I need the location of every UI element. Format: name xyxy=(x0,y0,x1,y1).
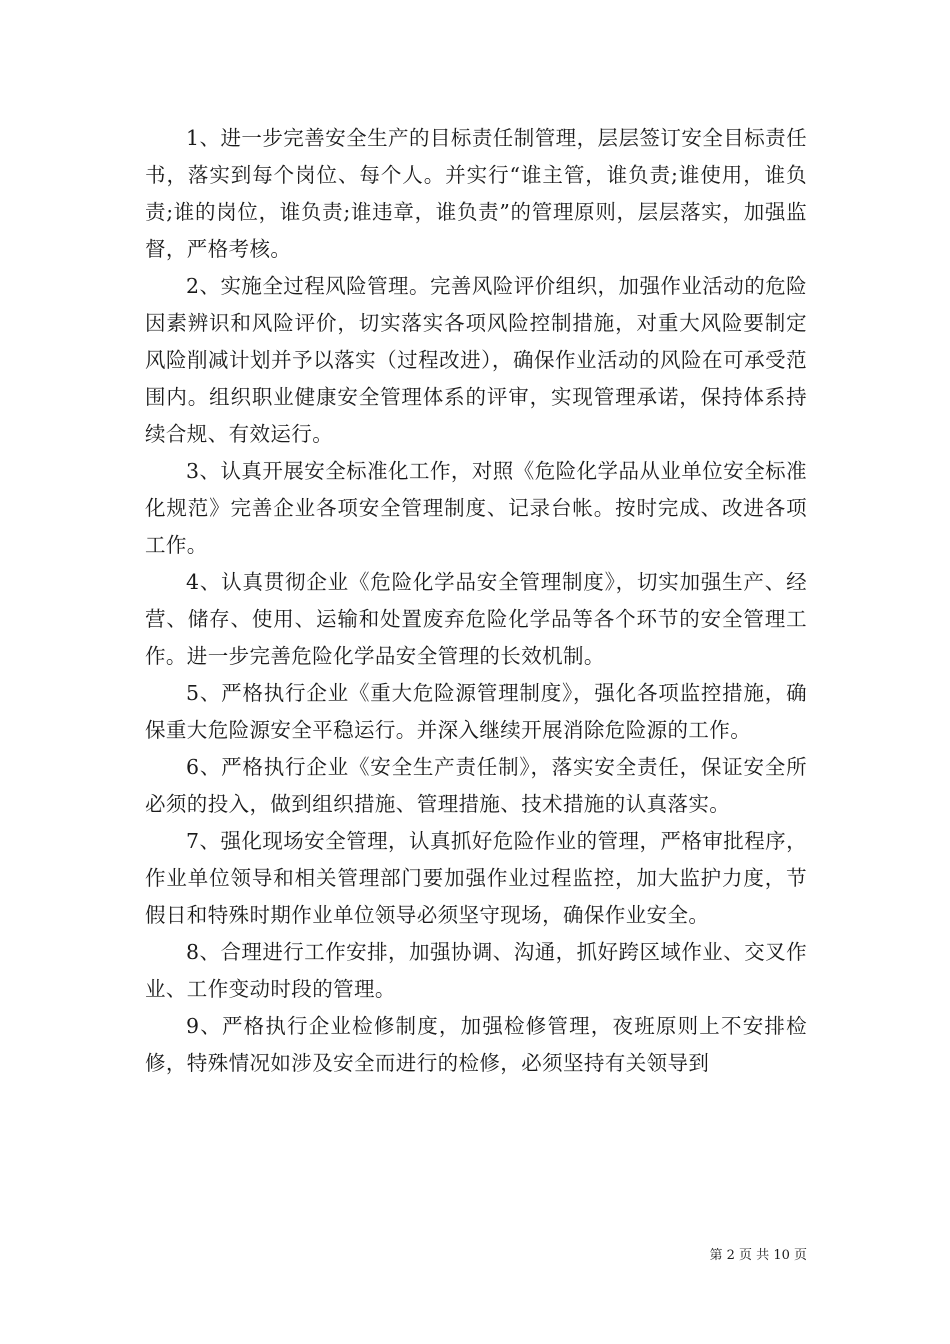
paragraph-item-3: 3、认真开展安全标准化工作，对照《危险化学品从业单位安全标准化规范》完善企业各项安全管理制度、记录台帐。按时完成、改进各项工作。 xyxy=(145,459,807,557)
paragraph-item-6: 6、严格执行企业《安全生产责任制》，落实安全责任，保证安全所必须的投入，做到组织措施、管理措施、技术措施的认真落实。 xyxy=(145,755,807,816)
page-number-footer: 第 2 页 共 10 页 xyxy=(709,1248,807,1263)
paragraph-item-2: 2、实施全过程风险管理。完善风险评价组织，加强作业活动的危险因素辨识和风险评价，切实落实各项风险控制措施，对重大风险要制定风险削减计划并予以落实（过程改进），确保作业活动的风险在可承受范围内。组织职业健康安全管理体系的评审，实现管理承诺，保持体系持续合规、有效运行。 xyxy=(145,274,807,446)
paragraph-item-8: 8、合理进行工作安排，加强协调、沟通，抓好跨区域作业、交叉作业、工作变动时段的管理。 xyxy=(145,940,807,1001)
document-body xyxy=(145,120,807,1082)
paragraph-item-9: 9、严格执行企业检修制度，加强检修管理，夜班原则上不安排检修，特殊情况如涉及安全而进行的检修，必须坚持有关领导到 xyxy=(145,1014,807,1075)
paragraph-item-5: 5、严格执行企业《重大危险源管理制度》，强化各项监控措施，确保重大危险源安全平稳运行。并深入继续开展消除危险源的工作。 xyxy=(145,681,807,742)
paragraph-item-1: 1、进一步完善安全生产的目标责任制管理，层层签订安全目标责任书，落实到每个岗位、每个人。并实行“谁主管，谁负责;谁使用，谁负责;谁的岗位，谁负责;谁违章，谁负责”的管理原则，层层落实，加强监督，严格考核。 xyxy=(145,126,807,261)
paragraph-item-4: 4、认真贯彻企业《危险化学品安全管理制度》，切实加强生产、经营、储存、使用、运输和处置废弃危险化学品等各个环节的安全管理工作。进一步完善危险化学品安全管理的长效机制。 xyxy=(145,570,807,668)
paragraph-item-7: 7、强化现场安全管理，认真抓好危险作业的管理，严格审批程序，作业单位领导和相关管理部门要加强作业过程监控，加大监护力度，节假日和特殊时期作业单位领导必须坚守现场，确保作业安全。 xyxy=(145,829,807,927)
